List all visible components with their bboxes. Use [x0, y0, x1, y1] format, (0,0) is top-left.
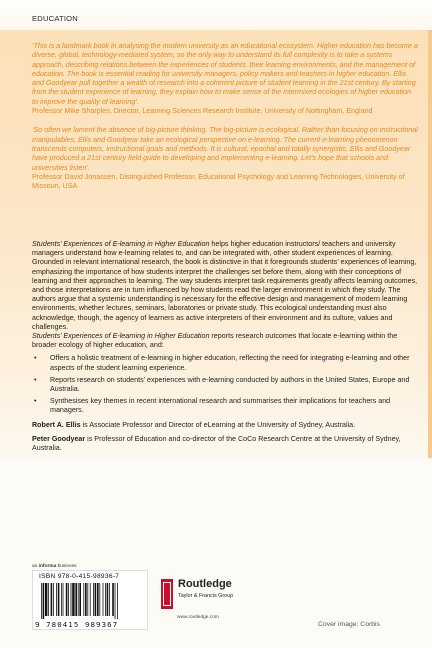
- barcode-bar: [51, 583, 53, 616]
- book-title-italic: Students’ Experiences of E-learning in Higher Education: [32, 240, 210, 248]
- list-item-text: Reports research on students’ experiences with e-learning conducted by authors in the United States, Europe and Australia.: [50, 375, 410, 394]
- list-item: [32, 376, 418, 394]
- barcode-bar: [105, 583, 106, 616]
- barcode-bar: [93, 583, 94, 616]
- barcode-bar: [53, 583, 54, 616]
- barcode-bar: [61, 583, 62, 616]
- barcode-bar: [99, 583, 100, 616]
- barcode-number: 9 780415 989367: [35, 620, 119, 629]
- bullet-symbol: •: [34, 354, 37, 363]
- endorsement-1: [32, 42, 418, 116]
- publisher-name: Routledge: [178, 578, 232, 590]
- author-name: Peter Goodyear: [32, 434, 86, 443]
- barcode-bar: [115, 583, 116, 619]
- barcode-bar: [90, 583, 91, 616]
- barcode-bar: [72, 583, 74, 616]
- description-paragraph-2: [32, 332, 418, 350]
- barcode-bar: [95, 583, 97, 616]
- barcode-bar: [85, 583, 87, 616]
- book-title-italic: Students’ Experiences of E-learning in Higher Education: [32, 332, 210, 341]
- publisher-group: Taylor & Francis Group: [178, 593, 234, 599]
- barcode-bar: [103, 583, 104, 616]
- barcode-bar: [56, 583, 57, 616]
- endorsement-2: [32, 126, 418, 191]
- cover-image-credit: Cover image: Corbis: [318, 621, 380, 628]
- barcode-bar: [117, 583, 118, 619]
- informa-prefix: an: [32, 564, 39, 569]
- endorsement-attribution: Professor David Jonassen, Distinguished Professor, Educational Psychology and Learning Technologies, University of Missouri, USA: [32, 172, 405, 191]
- endorsement-attribution: Professor Mike Sharples, Director, Learning Sciences Research Institute, University of Nottingham, England: [32, 107, 373, 116]
- author-bio-1: [32, 421, 418, 430]
- endorsement-quote: ‘This is a landmark book in analysing the modern university as an educational ecosystem. Higher education has become a diverse, global, technology-mediated system, so the only way to understand its full complexity is to take a systems approach, describing relations between the experiences of students, their learning environments, and the management of education. The book is essential reading for university managers, policy makers and teachers in higher education. Ellis and Goodyear pull together a wealth of research into a coherent picture of student learning in the 21st century. By starting from the student experience of learning, they explain how to make sense of the intermixed ecologies of higher education to improve the quality of learning’.: [32, 42, 418, 106]
- description-paragraph-1: [32, 240, 418, 332]
- barcode-bar: [63, 583, 64, 616]
- endorsements: [32, 42, 418, 191]
- barcode-bar: [41, 583, 42, 619]
- barcode-bar: [66, 583, 68, 616]
- edge-strip: [428, 30, 432, 458]
- barcode-bar: [109, 583, 110, 616]
- description-text: reports research outcomes that locate e-learning within the broader ecology of higher education, and:: [32, 332, 398, 350]
- list-item: [32, 354, 418, 372]
- author-bio-2: [32, 435, 418, 453]
- barcode-bar: [48, 583, 49, 616]
- routledge-logo-icon: [161, 579, 173, 609]
- informa-suffix: business: [56, 564, 77, 569]
- barcode-bar: [107, 583, 109, 616]
- endorsement-quote: ‘So often we lament the absence of big-picture thinking. The big-picture is ecological. Rather than focusing on instructional manipulables, Ellis and Goodyear take an ecological perspective on e-learning. The current e-learning phenomenon transcends computers, instructional goals and methods. It is cultural, epochal and totally synergistic. Ellis and Goodyear have produced a 21st century field guide to developing and implementing e-learning. Let’s hope that schools and universities listen’.: [32, 126, 418, 172]
- barcode-bar: [75, 583, 77, 616]
- feature-list: [32, 354, 418, 415]
- book-description: [32, 240, 418, 453]
- isbn-label: ISBN 978-0-415-98936-7: [39, 573, 120, 580]
- barcode-box: [32, 570, 148, 630]
- cover-header: [0, 0, 432, 30]
- barcode-bar: [97, 583, 99, 616]
- author-name: Robert A. Ellis: [32, 420, 81, 429]
- informa-business-label: [32, 564, 77, 569]
- informa-brand: informa: [38, 564, 57, 569]
- list-item-text: Synthesises key themes in recent international research and summarises their implications for teachers and managers.: [50, 397, 391, 415]
- list-item: [32, 397, 418, 415]
- list-item-text: Offers a holistic treatment of e-learning in higher education, reflecting the need for integrating e-learning and other aspects of the student learning experience.: [50, 354, 410, 372]
- category-label: EDUCATION: [32, 14, 78, 23]
- barcode-bar: [112, 583, 114, 616]
- barcode-image: [41, 583, 141, 619]
- barcode-bar: [83, 583, 84, 616]
- barcode-bar: [43, 583, 45, 619]
- description-text: helps higher education instructors/ teachers and university managers understand how e-learning relates to, and can be integrated with, other student experiences of learning. Grounded in relevant international research, the book is distinctive in that it foregrounds students’ experiences of learning, emphasizing the importance of how students interpret the challenges set before them, along with their conceptions of learning and their approaches to learning. The way students interpret task requirements greatly affects learning outcomes, and those interpretations are in turn influenced by how students read the larger environment in which they study. The authors argue that a systemic understanding is necessary for the effective design and management of modern learning environments, whether lectures, seminars, laboratories or private study. This ecological understanding must also acknowledge, though, the agency of learners as active interpreters of their environment and its culture, values and challenges.: [32, 240, 418, 331]
- barcode-bar: [78, 583, 79, 616]
- bullet-symbol: •: [34, 375, 37, 384]
- barcode-bar: [58, 583, 60, 616]
- author-bio-text: is Professor of Education and co-director of the CoCo Research Centre at the University of Sydney, Australia.: [32, 434, 401, 453]
- publisher-url: www.routledge.com: [177, 615, 219, 620]
- author-bio-text: is Associate Professor and Director of eLearning at the University of Sydney, Australia.: [80, 420, 356, 429]
- barcode-bar: [71, 583, 72, 616]
- barcode-bar: [79, 583, 81, 616]
- barcode-bar: [87, 583, 88, 616]
- publisher-logo-block: [161, 577, 271, 620]
- barcode-bar: [68, 583, 69, 616]
- barcode-bar: [45, 583, 47, 616]
- bullet-symbol: •: [34, 397, 37, 406]
